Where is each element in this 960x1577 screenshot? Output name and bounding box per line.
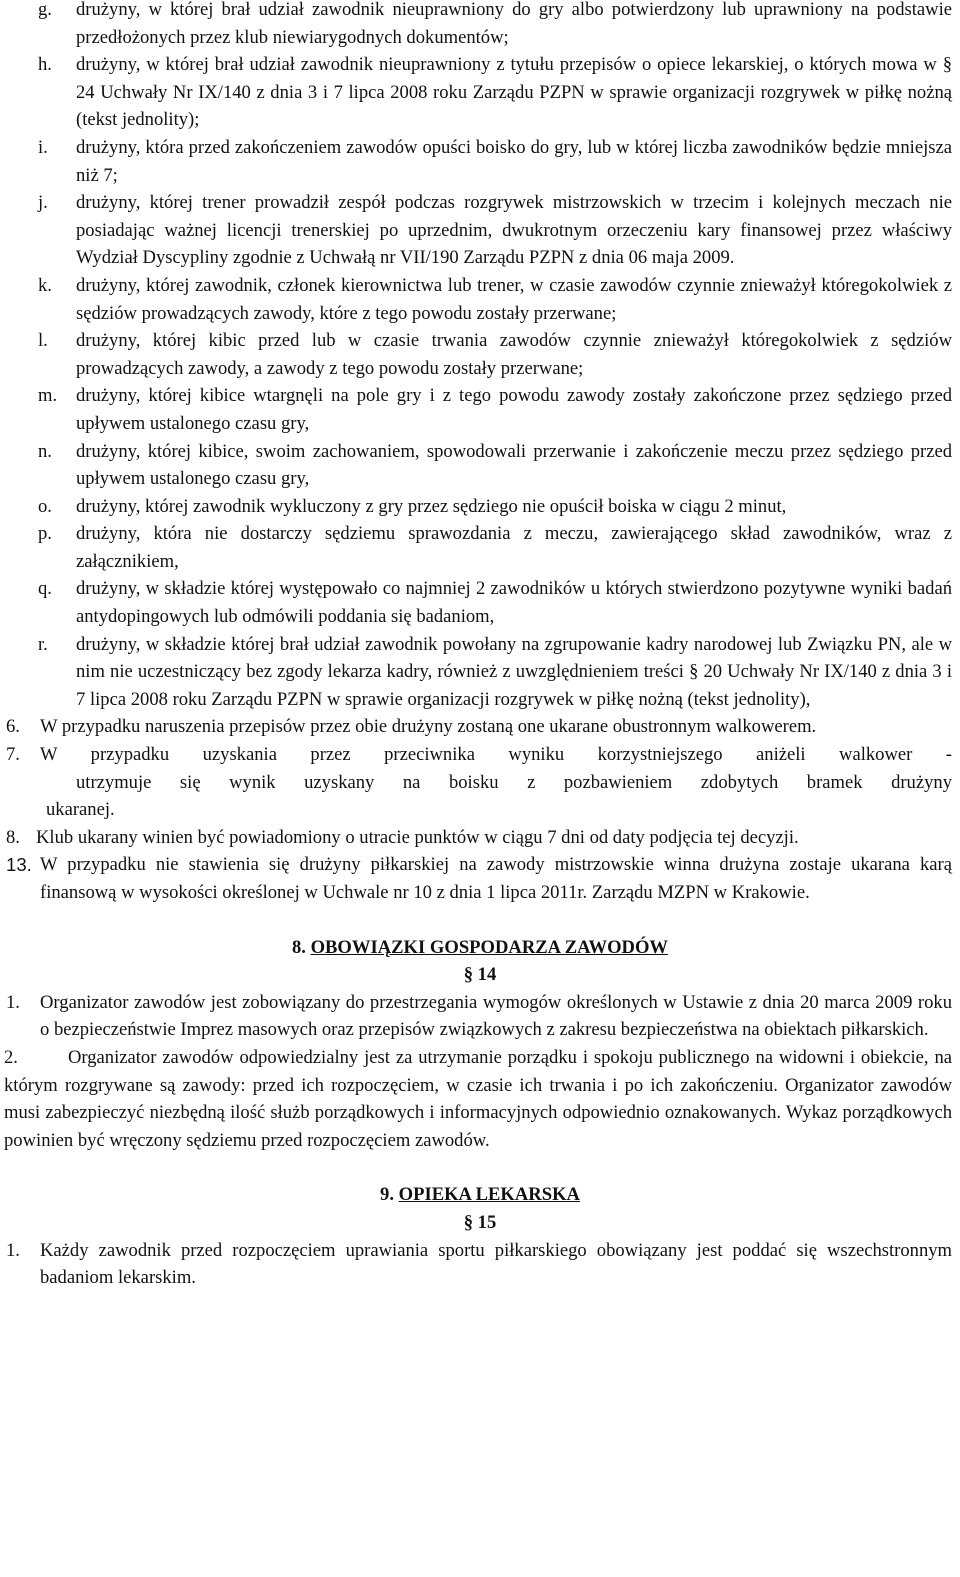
lettered-list	[0, 0, 960, 713]
list-marker: r.	[38, 633, 48, 655]
list-text: drużyny, która nie dostarczy sędziemu sprawozdania z meczu, zawierającego skład zawodników, wraz z załącznikiem,	[76, 523, 952, 572]
list-marker: 1.	[6, 1239, 20, 1261]
list-text: drużyny, której kibice wtargnęli na pole gry i z tego powodu zawody zostały zakończone przez sędziego przed upływem ustalonego czasu gry,	[76, 385, 952, 434]
list-item-l	[0, 327, 960, 382]
list-marker: n.	[38, 440, 52, 462]
list-marker: g.	[38, 0, 52, 20]
list-text: Każdy zawodnik przed rozpoczęciem uprawiania sportu piłkarskiego obowiązany jest poddać się wszechstronnym badaniom lekarskim.	[40, 1239, 952, 1289]
list-text: drużyny, której kibic przed lub w czasie trwania zawodów czynnie znieważył któregokolwiek z sędziów prowadzących zawody, a zawody z tego powodu zostały przerwane;	[76, 330, 952, 379]
section-number: 8.	[291, 936, 306, 958]
list-item-7	[0, 741, 960, 824]
list-item-p	[0, 520, 960, 575]
list-marker: i.	[38, 136, 48, 158]
list-marker: q.	[38, 578, 52, 600]
list-item-n	[0, 438, 960, 493]
list-marker: m.	[38, 385, 58, 407]
list-item-j	[0, 189, 960, 272]
list-text: drużyny, w której brał udział zawodnik nieuprawniony do gry albo potwierdzony lub uprawniony na podstawie przedłożonych przez klub niewiarygodnych dokumentów;	[76, 0, 952, 48]
list-item-m	[0, 382, 960, 437]
list-text: drużyny, która przed zakończeniem zawodów opuści boisko do gry, lub w której liczba zawodników będzie mniejsza niż 7;	[76, 136, 952, 186]
section-heading	[0, 1181, 960, 1209]
list-marker: 1.	[6, 991, 20, 1013]
list-item-h	[0, 51, 960, 134]
section-title: OPIEKA LEKARSKA	[398, 1184, 580, 1206]
section9-item-1	[0, 1237, 960, 1292]
section8-item-2	[0, 1044, 960, 1154]
list-item-k	[0, 272, 960, 327]
list-marker: 6.	[6, 716, 20, 738]
list-text-line: W przypadku uzyskania przez przeciwnika wyniku korzystniejszego aniżeli walkower -	[40, 744, 952, 766]
list-text: W przypadku naruszenia przepisów przez obie drużyny zostaną one ukarane obustronnym walkowerem.	[40, 716, 817, 738]
list-text: drużyny, której trener prowadził zespół podczas rozgrywek mistrzowskich w trzecim i kolejnych meczach nie posiadając ważnej licencji trenerskiej po uprzednim, dwukrotnym orzeczeniu kary finansowej przez właściwy Wydział Dyscypliny zgodnie z Uchwałą nr VII/190 Zarządu PZPN z dnia 06 maja 2009.	[76, 192, 952, 269]
list-text-line: utrzymuje się wynik uzyskany na boisku z pozbawieniem zdobytych bramek drużyny	[76, 771, 952, 793]
list-text: drużyny, w której brał udział zawodnik nieuprawniony z tytułu przepisów o opiece lekarskiej, o których mowa w § 24 Uchwały Nr IX/140 z dnia 3 i 7 lipca 2008 roku Zarządu PZPN w sprawie organizacji rozgrywek w piłkę nożną (tekst jednolity);	[76, 54, 952, 131]
list-item-8	[0, 824, 960, 852]
list-marker: p.	[38, 523, 52, 545]
list-marker: l.	[38, 330, 48, 352]
list-text: drużyny, której kibice, swoim zachowaniem, spowodowali przerwanie i zakończenie meczu przez sędziego przed upływem ustalonego czasu gry,	[76, 440, 952, 490]
list-marker: 7.	[6, 744, 20, 766]
section-title: OBOWIĄZKI GOSPODARZA ZAWODÓW	[310, 936, 669, 958]
list-item-i	[0, 134, 960, 189]
paragraph-symbol: § 14	[463, 964, 497, 986]
section-heading	[0, 934, 960, 962]
section-number: 9.	[380, 1184, 394, 1206]
list-text: Organizator zawodów odpowiedzialny jest za utrzymanie porządku i spokoju publicznego na widowni i obiekcie, na którym rozgrywane są zawody: przed ich rozpoczęciem, w czasie ich trwania i po ich zakończeniu. Organizator zawodów musi zabezpieczyć niezbędną ilość służb porządkowych i informacyjnych odpowiednio oznakowanych. Wykaz porządkowych powinien być wręczony sędziemu przed rozpoczęciem zawodów.	[4, 1046, 952, 1151]
list-marker: 2.	[4, 1046, 18, 1068]
list-item-r	[0, 631, 960, 714]
list-marker: j.	[38, 192, 48, 214]
paragraph-symbol: § 15	[463, 1211, 497, 1233]
list-marker: k.	[38, 274, 52, 296]
section8-item-1	[0, 989, 960, 1044]
list-marker: h.	[38, 54, 52, 76]
list-text: drużyny, której zawodnik wykluczony z gry przez sędziego nie opuścił boiska w ciągu 2 minut,	[76, 495, 787, 517]
list-text: Klub ukarany winien być powiadomiony o utracie punktów w ciągu 7 dni od daty podjęcia tej decyzji.	[36, 826, 799, 848]
list-text: drużyny, w składzie której brał udział zawodnik powołany na zgrupowanie kadry narodowej lub Związku PN, ale w nim nie uczestniczący bez zgody lekarza kadry, również z uwzględnieniem treści § 20 Uchwały Nr IX/140 z dnia 3 i 7 lipca 2008 roku Zarządu PZPN w sprawie organizacji rozgrywek w piłkę nożną (tekst jednolity),	[76, 633, 952, 710]
list-text: Organizator zawodów jest zobowiązany do przestrzegania wymogów określonych w Ustawie z dnia 20 marca 2009 roku o bezpieczeństwie Imprez masowych oraz przepisów związkowych z zakresu bezpieczeństwa na obiektach piłkarskich.	[40, 991, 952, 1041]
list-text: W przypadku nie stawienia się drużyny piłkarskiej na zawody mistrzowskie winna drużyna zostaje ukarana karą finansową w wysokości określonej w Uchwale nr 10 z dnia 1 lipca 2011r. Zarządu MZPN w Krakowie.	[40, 854, 952, 903]
list-marker: 8.	[6, 826, 20, 848]
list-marker: 13.	[6, 854, 32, 876]
list-item-o	[0, 493, 960, 521]
list-item-q	[0, 575, 960, 630]
list-item-6	[0, 713, 960, 741]
list-item-13	[0, 851, 960, 906]
list-item-g	[0, 0, 960, 51]
list-marker: o.	[38, 495, 52, 517]
list-text: drużyny, której zawodnik, członek kierownictwa lub trener, w czasie zawodów czynnie znieważył któregokolwiek z sędziów prowadzących zawody, które z tego powodu zostały przerwane;	[76, 274, 952, 324]
list-text-line: ukaranej.	[46, 799, 115, 821]
list-text: drużyny, w składzie której występowało co najmniej 2 zawodników u których stwierdzono pozytywne wyniki badań antydopingowych lub odmówili poddania się badaniom,	[76, 578, 952, 628]
